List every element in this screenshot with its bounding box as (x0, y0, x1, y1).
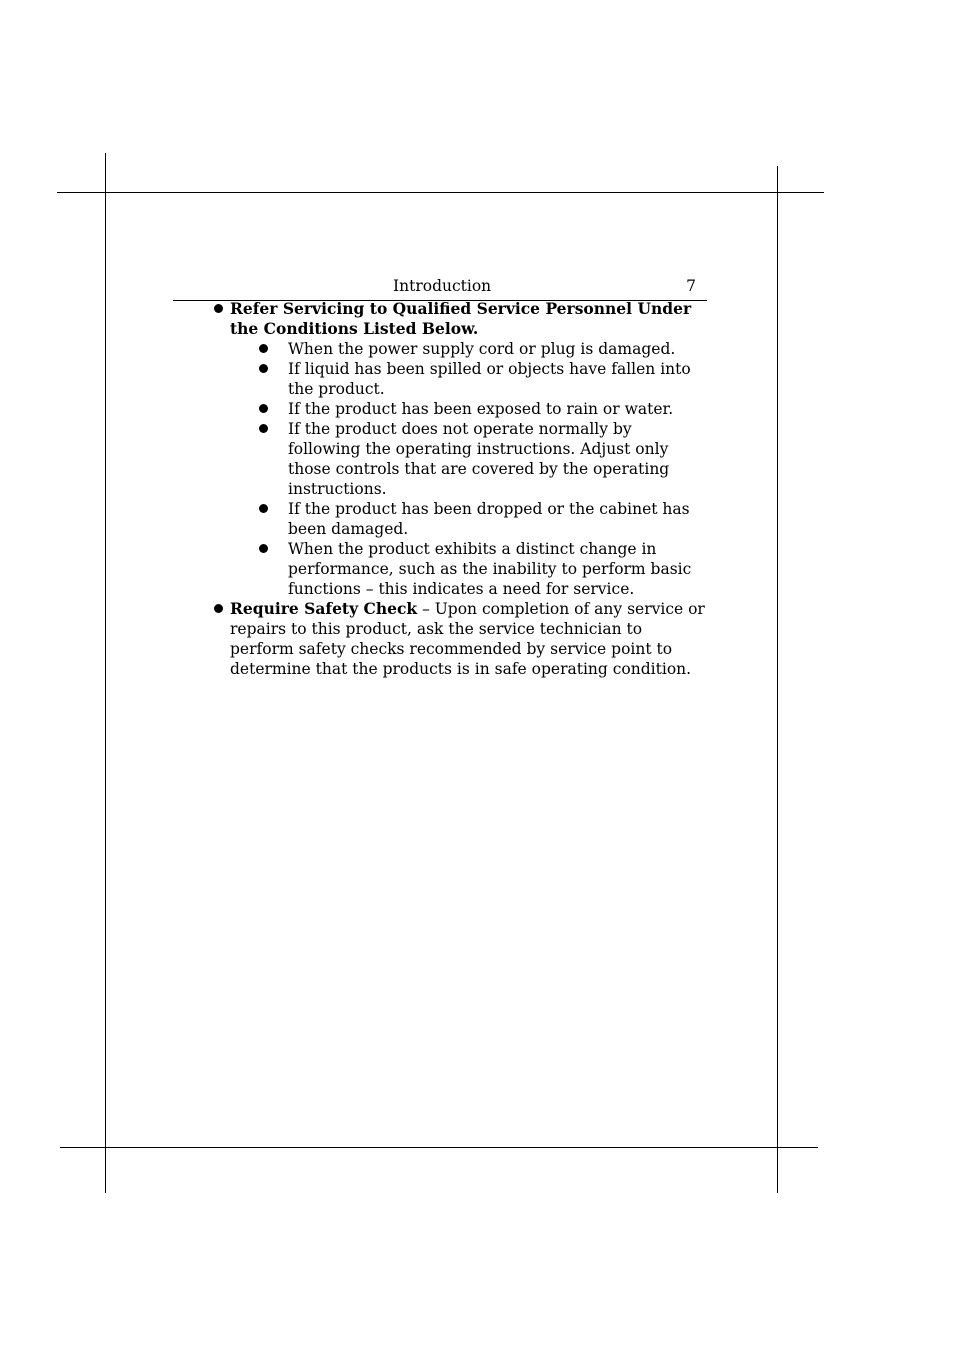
section-text: – Upon completion of any service or repairs to this product, ask the service technician to perform safety checks recommended by service point to determine that the products is in safe operating condition. (230, 600, 705, 678)
list-item: If liquid has been spilled or objects have fallen into the product. (254, 359, 708, 399)
list-item: If the product has been dropped or the cabinet has been damaged. (254, 499, 708, 539)
square-bullet-icon (259, 424, 268, 433)
list-item-safety-check (212, 599, 708, 679)
section-heading: Refer Servicing to Qualified Service Personnel Under the Conditions Listed Below. (230, 299, 692, 338)
list-item: When the power supply cord or plug is damaged. (254, 339, 708, 359)
crop-mark-bottom (60, 1147, 818, 1148)
section-heading: Require Safety Check (230, 599, 418, 618)
bullet-dot-icon (214, 304, 223, 313)
list-item: If the product has been exposed to rain or water. (254, 399, 708, 419)
crop-mark-right (777, 166, 778, 1193)
crop-mark-top (57, 192, 824, 193)
page-number: 7 (686, 277, 696, 295)
list-item: When the product exhibits a distinct change in performance, such as the inability to perform basic functions – this indicates a need for service. (254, 539, 708, 599)
square-bullet-icon (259, 504, 268, 513)
crop-mark-left-top (105, 153, 106, 1193)
header-title: Introduction (393, 277, 492, 295)
conditions-list (254, 339, 708, 599)
square-bullet-icon (259, 404, 268, 413)
safety-list (212, 299, 708, 679)
list-item: If the product does not operate normally by following the operating instructions. Adjust only those controls that are covered by the operating instructions. (254, 419, 708, 499)
page-body (212, 299, 708, 679)
square-bullet-icon (259, 364, 268, 373)
bullet-dot-icon (214, 604, 223, 613)
square-bullet-icon (259, 344, 268, 353)
running-header (173, 276, 707, 301)
square-bullet-icon (259, 544, 268, 553)
list-item-refer-servicing (212, 299, 708, 599)
